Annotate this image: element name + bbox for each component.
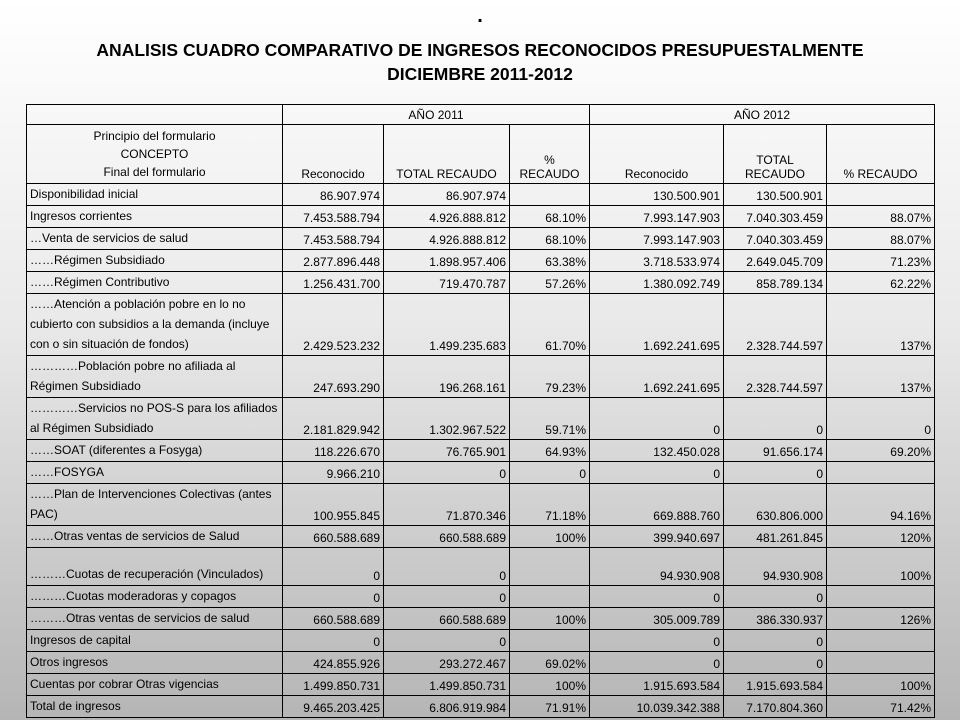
reconocido-2011-cell: 0 bbox=[283, 586, 384, 608]
total-recaudo-2012-cell: 7.040.303.459 bbox=[724, 228, 827, 250]
total-recaudo-2012-cell: 630.806.000 bbox=[724, 484, 827, 526]
title-dot: . bbox=[477, 5, 483, 27]
pct-recaudo-2012-cell: 88.07% bbox=[827, 228, 935, 250]
reconocido-2011-cell: 247.693.290 bbox=[283, 356, 384, 398]
concept-cell: ……Atención a población pobre en lo no cubierto con subsidios a la demanda (incluye con o sin situación de fondos) bbox=[27, 294, 283, 356]
title-line-2: DICIEMBRE 2011-2012 bbox=[387, 64, 573, 84]
reconocido-2012-cell: 94.930.908 bbox=[590, 548, 724, 586]
total-recaudo-2012-cell: 0 bbox=[724, 398, 827, 440]
pct-recaudo-2012-cell: 0 bbox=[827, 398, 935, 440]
concept-cell: Ingresos de capital bbox=[27, 630, 283, 652]
pct-recaudo-2011-header: % RECAUDO bbox=[510, 125, 590, 184]
concept-cell: …Venta de servicios de salud bbox=[27, 228, 283, 250]
pct-recaudo-2012-cell bbox=[827, 630, 935, 652]
total-recaudo-2011-cell: 6.806.919.984 bbox=[384, 696, 510, 718]
reconocido-2012-cell: 669.888.760 bbox=[590, 484, 724, 526]
total-recaudo-2011-cell: 86.907.974 bbox=[384, 184, 510, 206]
total-recaudo-2012-cell: 0 bbox=[724, 630, 827, 652]
reconocido-2011-cell: 1.499.850.731 bbox=[283, 674, 384, 696]
table-row bbox=[27, 526, 935, 548]
year-2011-header: AÑO 2011 bbox=[283, 105, 590, 125]
reconocido-2012-cell: 130.500.901 bbox=[590, 184, 724, 206]
total-recaudo-2012-cell: 1.915.693.584 bbox=[724, 674, 827, 696]
pct-recaudo-2011-cell bbox=[510, 630, 590, 652]
pct-recaudo-2011-cell: 61.70% bbox=[510, 294, 590, 356]
total-recaudo-2011-cell: 1.302.967.522 bbox=[384, 398, 510, 440]
table-row bbox=[27, 440, 935, 462]
pct-recaudo-2012-cell: 88.07% bbox=[827, 206, 935, 228]
concept-cell: Otros ingresos bbox=[27, 652, 283, 674]
table-row bbox=[27, 674, 935, 696]
pct-recaudo-2011-cell: 57.26% bbox=[510, 272, 590, 294]
pct-recaudo-2012-cell: 126% bbox=[827, 608, 935, 630]
concept-cell: ……Otras ventas de servicios de Salud bbox=[27, 526, 283, 548]
pct-recaudo-2011-cell: 0 bbox=[510, 462, 590, 484]
reconocido-2011-header: Reconocido bbox=[283, 125, 384, 184]
reconocido-2011-cell: 2.877.896.448 bbox=[283, 250, 384, 272]
reconocido-2012-cell: 132.450.028 bbox=[590, 440, 724, 462]
table-row bbox=[27, 586, 935, 608]
pct-recaudo-2011-cell: 68.10% bbox=[510, 228, 590, 250]
table-row bbox=[27, 294, 935, 356]
pct-recaudo-2012-cell: 100% bbox=[827, 674, 935, 696]
total-recaudo-2011-cell: 1.898.957.406 bbox=[384, 250, 510, 272]
concept-cell: ……SOAT (diferentes a Fosyga) bbox=[27, 440, 283, 462]
total-recaudo-2011-cell: 76.765.901 bbox=[384, 440, 510, 462]
pct-recaudo-2011-cell: 69.02% bbox=[510, 652, 590, 674]
reconocido-2011-cell: 100.955.845 bbox=[283, 484, 384, 526]
table-row bbox=[27, 272, 935, 294]
pct-recaudo-2011-cell: 64.93% bbox=[510, 440, 590, 462]
pct-recaudo-2011-cell: 100% bbox=[510, 674, 590, 696]
reconocido-2011-cell: 2.429.523.232 bbox=[283, 294, 384, 356]
pct-recaudo-2012-cell: 137% bbox=[827, 294, 935, 356]
table-row bbox=[27, 652, 935, 674]
income-comparison-table bbox=[26, 104, 935, 718]
title-line-1: ANALISIS CUADRO COMPARATIVO DE INGRESOS RECONOCIDOS PRESUPUESTALMENTE bbox=[96, 40, 864, 60]
total-recaudo-2012-cell: 91.656.174 bbox=[724, 440, 827, 462]
pct-recaudo-2012-cell: 69.20% bbox=[827, 440, 935, 462]
year-2012-header: AÑO 2012 bbox=[590, 105, 935, 125]
pct-recaudo-2011-cell: 71.18% bbox=[510, 484, 590, 526]
pct-recaudo-2011-cell: 79.23% bbox=[510, 356, 590, 398]
concept-header bbox=[27, 125, 283, 184]
reconocido-2011-cell: 1.256.431.700 bbox=[283, 272, 384, 294]
pct-recaudo-2012-cell: 120% bbox=[827, 526, 935, 548]
reconocido-2012-cell: 0 bbox=[590, 630, 724, 652]
table-row bbox=[27, 548, 935, 586]
reconocido-2012-cell: 0 bbox=[590, 652, 724, 674]
reconocido-2011-cell: 660.588.689 bbox=[283, 608, 384, 630]
total-recaudo-2011-cell: 719.470.787 bbox=[384, 272, 510, 294]
reconocido-2012-cell: 7.993.147.903 bbox=[590, 228, 724, 250]
reconocido-2012-cell: 0 bbox=[590, 586, 724, 608]
total-recaudo-2011-cell: 4.926.888.812 bbox=[384, 228, 510, 250]
pct-recaudo-2011-cell: 71.91% bbox=[510, 696, 590, 718]
table-row bbox=[27, 462, 935, 484]
total-recaudo-2012-cell: 130.500.901 bbox=[724, 184, 827, 206]
pct-recaudo-2011-cell: 100% bbox=[510, 608, 590, 630]
pct-recaudo-2011-cell: 100% bbox=[510, 526, 590, 548]
concept-cell: ………Cuotas moderadoras y copagos bbox=[27, 586, 283, 608]
pct-recaudo-2012-cell: 100% bbox=[827, 548, 935, 586]
concept-cell: ……Plan de Intervenciones Colectivas (antes PAC) bbox=[27, 484, 283, 526]
total-recaudo-2012-cell: 94.930.908 bbox=[724, 548, 827, 586]
concept-cell: ………Cuotas de recuperación (Vinculados) bbox=[27, 548, 283, 586]
pct-recaudo-2012-cell: 62.22% bbox=[827, 272, 935, 294]
reconocido-2012-cell: 7.993.147.903 bbox=[590, 206, 724, 228]
table-row bbox=[27, 630, 935, 652]
reconocido-2012-cell: 1.380.092.749 bbox=[590, 272, 724, 294]
reconocido-2011-cell: 9.465.203.425 bbox=[283, 696, 384, 718]
concept-cell: Total de ingresos bbox=[27, 696, 283, 718]
total-recaudo-2012-cell: 481.261.845 bbox=[724, 526, 827, 548]
total-recaudo-2012-cell: 7.170.804.360 bbox=[724, 696, 827, 718]
total-recaudo-2012-cell: 2.649.045.709 bbox=[724, 250, 827, 272]
reconocido-2011-cell: 86.907.974 bbox=[283, 184, 384, 206]
total-recaudo-2011-cell: 660.588.689 bbox=[384, 526, 510, 548]
total-recaudo-2012-cell: 2.328.744.597 bbox=[724, 356, 827, 398]
pct-recaudo-2011-cell: 68.10% bbox=[510, 206, 590, 228]
pct-recaudo-2012-cell: 94.16% bbox=[827, 484, 935, 526]
pct-recaudo-2011-cell: 63.38% bbox=[510, 250, 590, 272]
total-recaudo-2011-cell: 0 bbox=[384, 586, 510, 608]
concept-header-line-3: Final del formulario bbox=[103, 165, 206, 179]
pct-recaudo-2011-cell bbox=[510, 184, 590, 206]
reconocido-2012-cell: 1.692.241.695 bbox=[590, 294, 724, 356]
total-recaudo-2011-cell: 660.588.689 bbox=[384, 608, 510, 630]
reconocido-2011-cell: 7.453.588.794 bbox=[283, 206, 384, 228]
total-recaudo-2012-cell: 7.040.303.459 bbox=[724, 206, 827, 228]
pct-recaudo-2012-cell bbox=[827, 652, 935, 674]
total-recaudo-2011-header: TOTAL RECAUDO bbox=[384, 125, 510, 184]
reconocido-2012-cell: 1.915.693.584 bbox=[590, 674, 724, 696]
table-row bbox=[27, 356, 935, 398]
reconocido-2011-cell: 424.855.926 bbox=[283, 652, 384, 674]
reconocido-2011-cell: 660.588.689 bbox=[283, 526, 384, 548]
concept-cell: …………Población pobre no afiliada al Régimen Subsidiado bbox=[27, 356, 283, 398]
reconocido-2011-cell: 2.181.829.942 bbox=[283, 398, 384, 440]
concept-cell: Cuentas por cobrar Otras vigencias bbox=[27, 674, 283, 696]
column-header-row bbox=[27, 125, 935, 184]
reconocido-2012-cell: 3.718.533.974 bbox=[590, 250, 724, 272]
pct-recaudo-2011-cell bbox=[510, 586, 590, 608]
reconocido-2011-cell: 118.226.670 bbox=[283, 440, 384, 462]
reconocido-2011-cell: 7.453.588.794 bbox=[283, 228, 384, 250]
concept-cell: ……FOSYGA bbox=[27, 462, 283, 484]
total-recaudo-2012-header: TOTAL RECAUDO bbox=[724, 125, 827, 184]
reconocido-2012-cell: 1.692.241.695 bbox=[590, 356, 724, 398]
total-recaudo-2012-cell: 858.789.134 bbox=[724, 272, 827, 294]
concept-cell: ……Régimen Subsidiado bbox=[27, 250, 283, 272]
year-header-row bbox=[27, 105, 935, 125]
reconocido-2011-cell: 0 bbox=[283, 548, 384, 586]
pct-recaudo-2012-cell bbox=[827, 586, 935, 608]
reconocido-2012-cell: 399.940.697 bbox=[590, 526, 724, 548]
page-title bbox=[0, 38, 960, 86]
pct-recaudo-2012-cell bbox=[827, 462, 935, 484]
blank-header-cell bbox=[27, 105, 283, 125]
concept-cell: Disponibilidad inicial bbox=[27, 184, 283, 206]
pct-recaudo-2012-cell: 71.42% bbox=[827, 696, 935, 718]
table-row bbox=[27, 250, 935, 272]
table-row bbox=[27, 206, 935, 228]
total-recaudo-2012-cell: 2.328.744.597 bbox=[724, 294, 827, 356]
total-recaudo-2011-cell: 0 bbox=[384, 462, 510, 484]
pct-recaudo-2011-cell bbox=[510, 548, 590, 586]
table-row bbox=[27, 228, 935, 250]
total-recaudo-2011-cell: 293.272.467 bbox=[384, 652, 510, 674]
reconocido-2011-cell: 9.966.210 bbox=[283, 462, 384, 484]
pct-recaudo-2012-cell bbox=[827, 184, 935, 206]
total-recaudo-2011-cell: 0 bbox=[384, 548, 510, 586]
reconocido-2012-cell: 0 bbox=[590, 462, 724, 484]
table-row bbox=[27, 484, 935, 526]
total-recaudo-2011-cell: 4.926.888.812 bbox=[384, 206, 510, 228]
concept-cell: ……Régimen Contributivo bbox=[27, 272, 283, 294]
total-recaudo-2011-cell: 1.499.850.731 bbox=[384, 674, 510, 696]
reconocido-2012-cell: 10.039.342.388 bbox=[590, 696, 724, 718]
pct-recaudo-2011-cell: 59.71% bbox=[510, 398, 590, 440]
total-recaudo-2012-cell: 0 bbox=[724, 462, 827, 484]
reconocido-2012-cell: 0 bbox=[590, 398, 724, 440]
total-recaudo-2012-cell: 0 bbox=[724, 586, 827, 608]
table-row bbox=[27, 696, 935, 718]
concept-header-line-2: CONCEPTO bbox=[120, 147, 189, 161]
table-row bbox=[27, 184, 935, 206]
table-row bbox=[27, 398, 935, 440]
concept-header-line-1: Principio del formulario bbox=[93, 129, 216, 143]
concept-cell: ………Otras ventas de servicios de salud bbox=[27, 608, 283, 630]
concept-cell: …………Servicios no POS-S para los afiliados al Régimen Subsidiado bbox=[27, 398, 283, 440]
reconocido-2012-cell: 305.009.789 bbox=[590, 608, 724, 630]
total-recaudo-2011-cell: 1.499.235.683 bbox=[384, 294, 510, 356]
pct-recaudo-2012-cell: 137% bbox=[827, 356, 935, 398]
total-recaudo-2011-cell: 71.870.346 bbox=[384, 484, 510, 526]
reconocido-2011-cell: 0 bbox=[283, 630, 384, 652]
total-recaudo-2012-cell: 0 bbox=[724, 652, 827, 674]
reconocido-2012-header: Reconocido bbox=[590, 125, 724, 184]
total-recaudo-2012-cell: 386.330.937 bbox=[724, 608, 827, 630]
total-recaudo-2011-cell: 196.268.161 bbox=[384, 356, 510, 398]
pct-recaudo-2012-cell: 71.23% bbox=[827, 250, 935, 272]
concept-cell: Ingresos corrientes bbox=[27, 206, 283, 228]
pct-recaudo-2012-header: % RECAUDO bbox=[827, 125, 935, 184]
total-recaudo-2011-cell: 0 bbox=[384, 630, 510, 652]
table-row bbox=[27, 608, 935, 630]
